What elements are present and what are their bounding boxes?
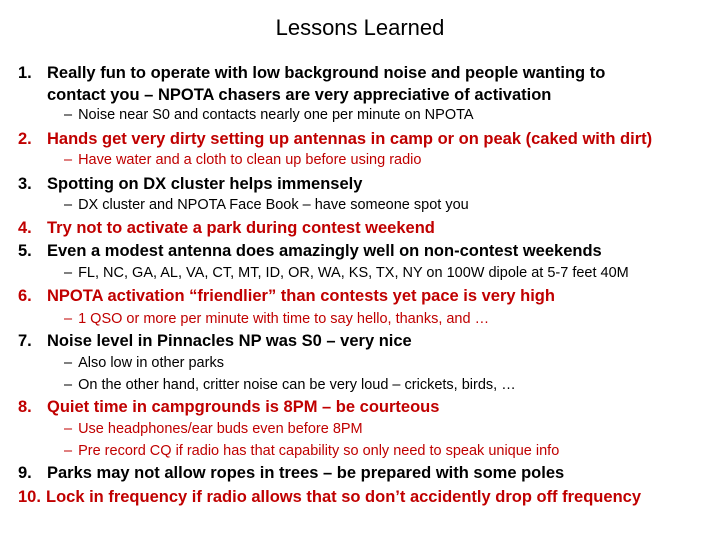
item-text: Hands get very dirty setting up antennas in camp or on peak (caked with dirt) <box>47 130 653 148</box>
slide-title: Lessons Learned <box>275 15 445 40</box>
item-text: Spotting on DX cluster helps immensely <box>47 175 363 193</box>
item-number: 2. <box>18 130 32 148</box>
sub-item: – Use headphones/ear buds even before 8PM <box>64 421 363 437</box>
sub-item: – Noise near S0 and contacts nearly one per minute on NPOTA <box>64 107 474 123</box>
item-text: Quiet time in campgrounds is 8PM – be courteous <box>47 398 440 416</box>
list-item-2 <box>18 128 713 150</box>
list-item-10 <box>18 486 713 508</box>
item-number: 9. <box>18 464 32 482</box>
list-item-7 <box>18 330 713 352</box>
item-number: 7. <box>18 332 32 350</box>
list-item-4 <box>18 217 713 239</box>
sub-item: – On the other hand, critter noise can be very loud – crickets, birds, … <box>64 377 516 393</box>
sub-item: – 1 QSO or more per minute with time to say hello, thanks, and … <box>64 311 490 327</box>
list-item-9 <box>18 462 713 484</box>
list-item-5 <box>18 240 713 262</box>
item-text: Parks may not allow ropes in trees – be prepared with some poles <box>47 464 565 482</box>
item-number: 10. <box>18 488 41 506</box>
item-number: 8. <box>18 398 32 416</box>
item-number: 6. <box>18 287 32 305</box>
item-text: Really fun to operate with low background noise and people wanting to <box>47 64 606 82</box>
item-text: contact you – NPOTA chasers are very appreciative of activation <box>47 86 552 104</box>
item-number: 4. <box>18 219 32 237</box>
sub-item: – DX cluster and NPOTA Face Book – have someone spot you <box>64 197 469 213</box>
item-text: Noise level in Pinnacles NP was S0 – very nice <box>47 332 412 350</box>
list-item-6 <box>18 285 713 307</box>
item-text: NPOTA activation “friendlier” than contests yet pace is very high <box>47 287 555 305</box>
item-text: Even a modest antenna does amazingly well on non-contest weekends <box>47 242 602 260</box>
list-item-8 <box>18 396 713 418</box>
item-text: Lock in frequency if radio allows that so don’t accidently drop off frequency <box>46 488 641 506</box>
sub-item: – Have water and a cloth to clean up before using radio <box>64 152 422 168</box>
item-text: Try not to activate a park during contest weekend <box>47 219 435 237</box>
item-number: 1. <box>18 64 32 82</box>
sub-item: – FL, NC, GA, AL, VA, CT, MT, ID, OR, WA, KS, TX, NY on 100W dipole at 5-7 feet 40M <box>64 265 629 281</box>
list-item-1 <box>18 62 713 106</box>
item-number: 5. <box>18 242 32 260</box>
item-number: 3. <box>18 175 32 193</box>
sub-item: – Pre record CQ if radio has that capability so only need to speak unique info <box>64 443 560 459</box>
sub-item: – Also low in other parks <box>64 355 224 371</box>
list-item-3 <box>18 173 713 195</box>
